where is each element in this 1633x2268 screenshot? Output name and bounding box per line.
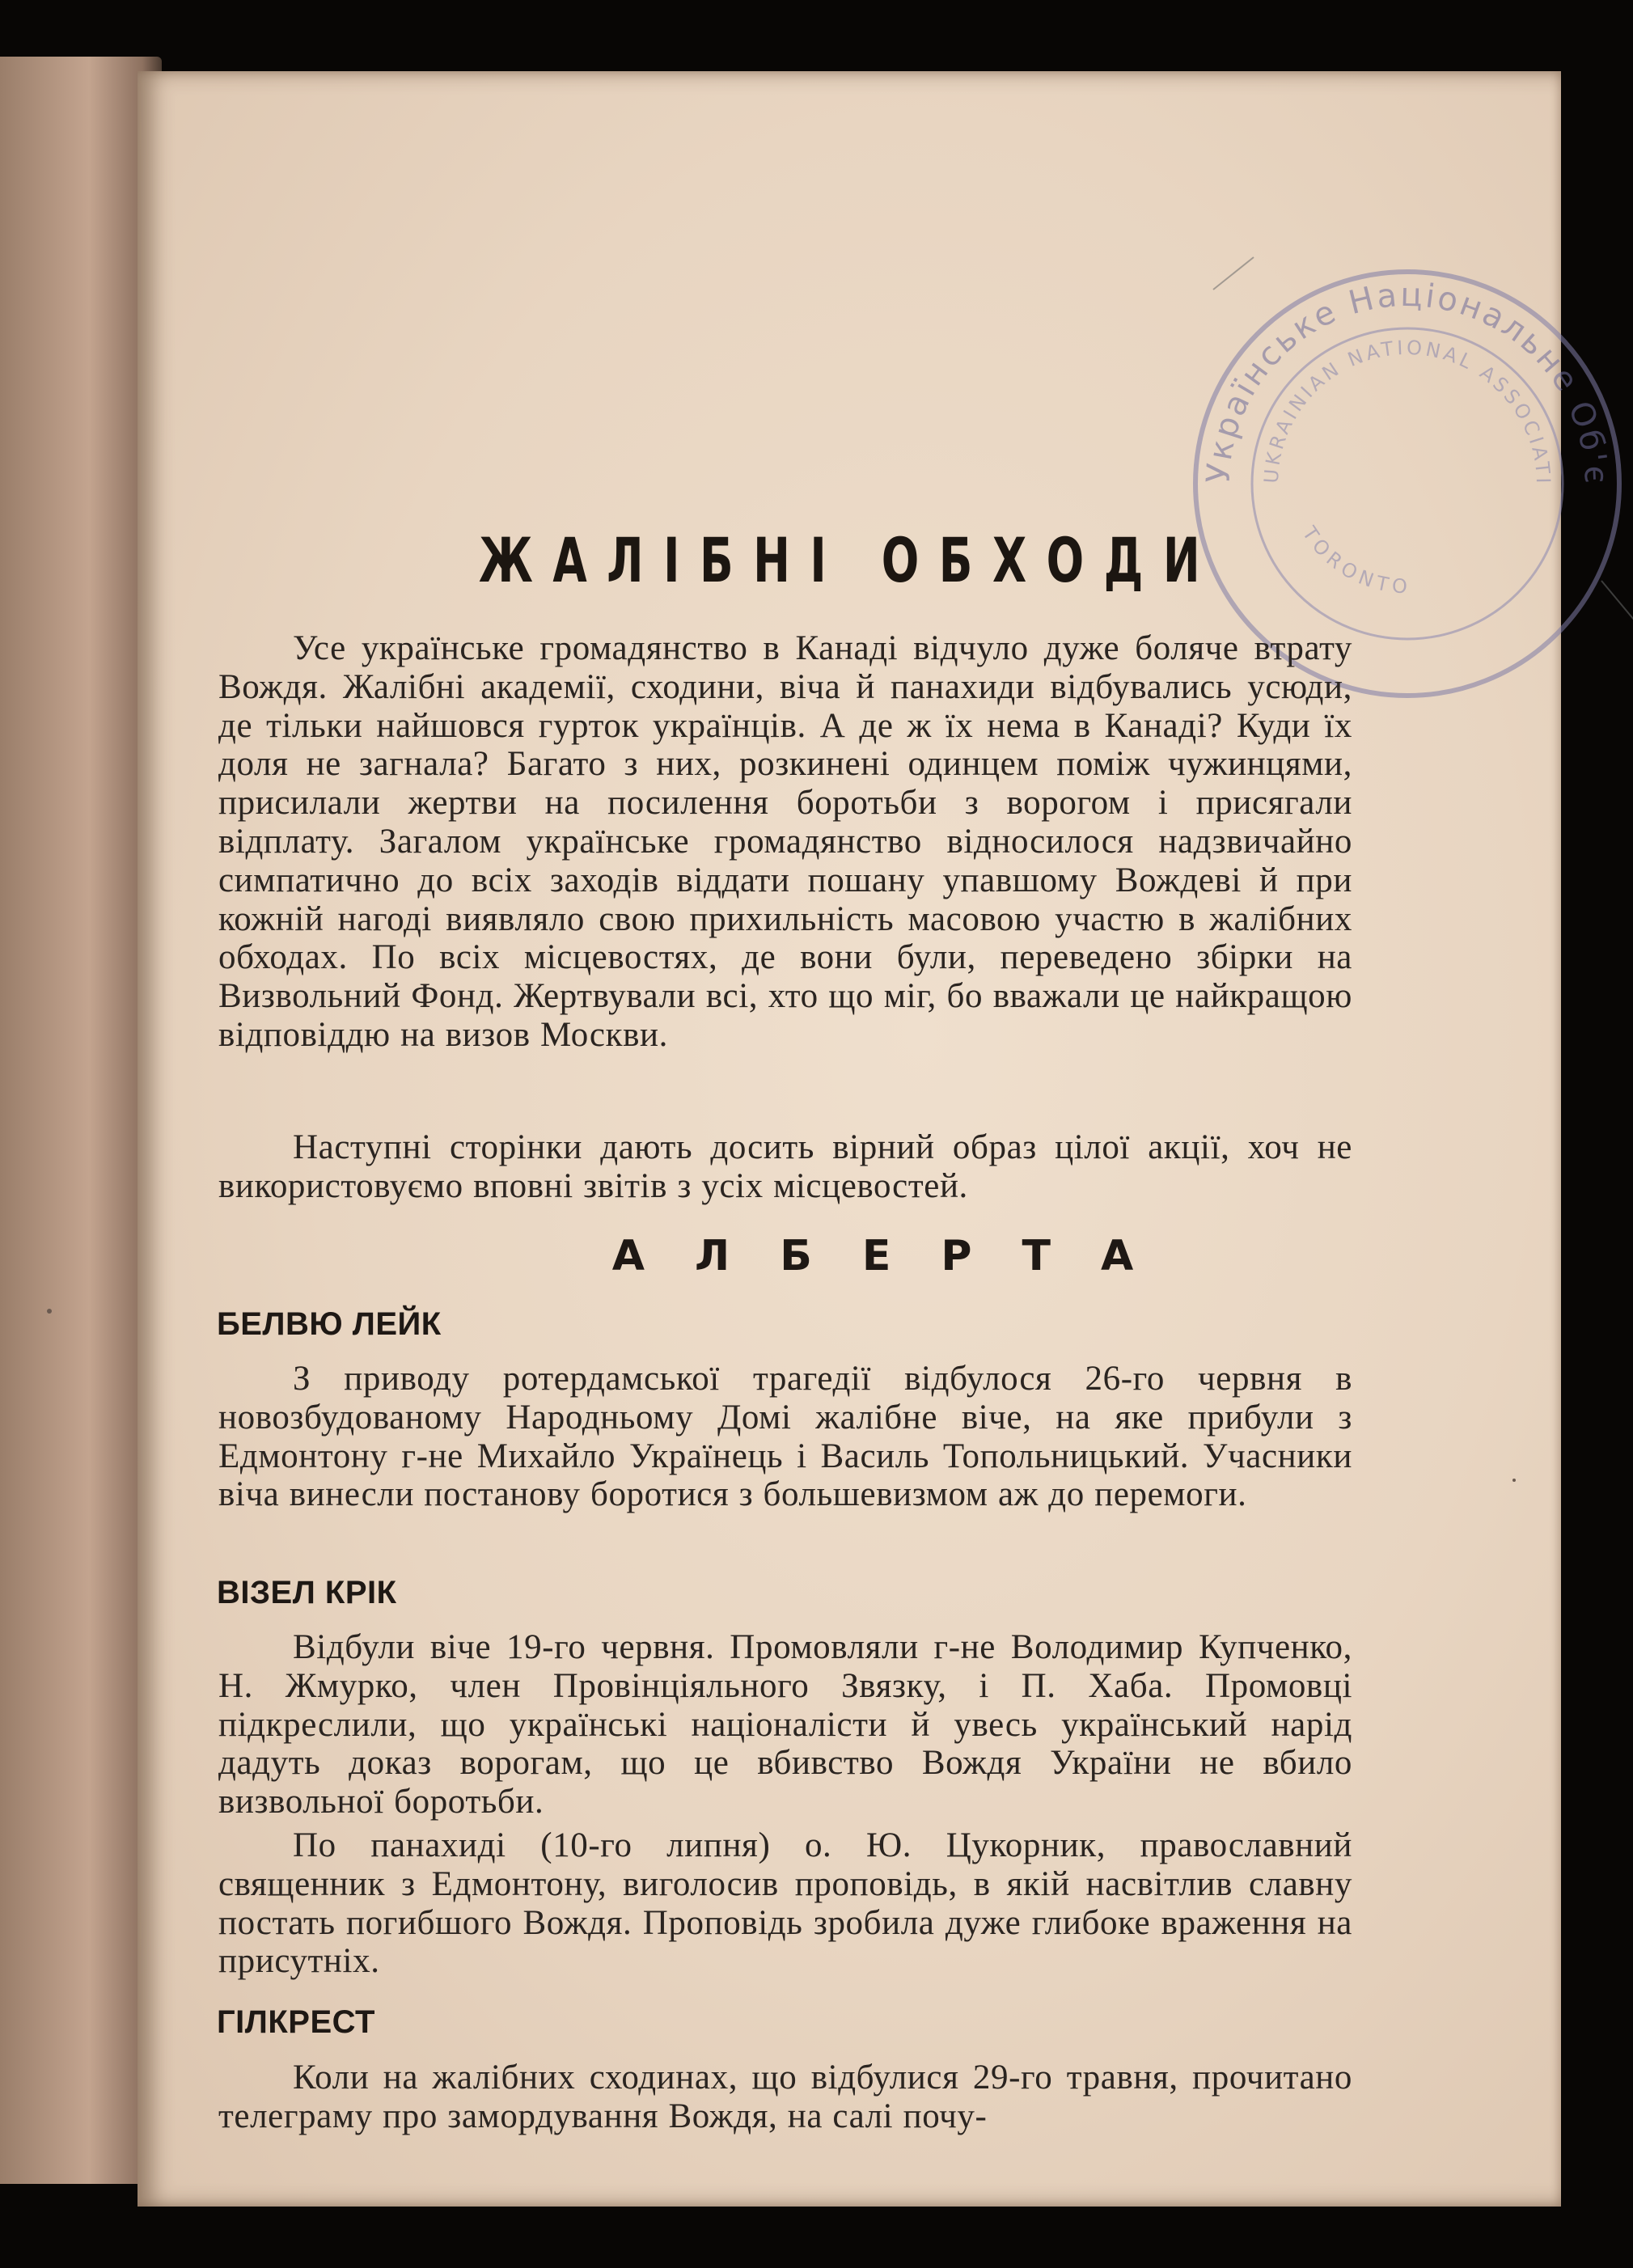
subsection-paragraph: Відбули віче 19-го червня. Промовляли г-не Володимир Купченко, Н. Жмурко, член Провінціяльного Звязку, і П. Хаба. Промовці підкреслили, що українські націоналісти й увесь український нарід дадуть доказ ворогам, що це вбивство Вождя України не вбило визвольної боротьби. [218,1628,1352,1822]
subsection-title-gilkrest: ГІЛКРЕСТ [217,2004,375,2040]
section-title-alberta: АЛБЕРТА [611,1232,1184,1280]
intro-paragraph-2: Наступні сторінки дають досить вірний образ цілої акції, хоч не використовуємо вповні звітів з усіх місцевостей. [218,1128,1352,1205]
stamp-text-bottom: TORONTO [1297,522,1413,599]
intro-paragraph-1: Усе українське громадянство в Канаді відчуло дуже боляче втрату Вождя. Жалібні академії, сходини, віча й панахиди відбувались усюди, де тільки найшовся гурток українців. А де ж їх нема в Канаді? Куди їх доля не загнала? Багато з них, розкинені одинцем поміж чужинцями, присилали жертви на посилення боротьби з ворогом і присягали відплату. Загалом українське громадянство відносилося надзвичайно симпатично до всіх заходів віддати пошану упавшому Вождеві й при кожній нагоді виявляло свою прихильність масовою участю в жалібних обходах. По всіх місцевостях, де вони були, переведено збірки на Визвольний Фонд. Жертвували всі, хто що міг, бо вважали це найкращою відповіддю на визов Москви. [218,629,1352,1054]
ink-speck [1512,1479,1516,1482]
page-heading: ЖАЛІБНІ ОБХОДИ [478,524,1221,596]
ink-speck [47,1309,52,1314]
stamp-text-top: Українське Національне Об'є [1199,276,1615,487]
stamp-text-inner: UKRAINIAN NATIONAL ASSOCIATI [1259,336,1555,487]
subsection-paragraph: З приводу ротердамської трагедії відбулося 26-го червня в новозбудованому Народньому Домі жалібне віче, на яке прибули з Едмонтону г-не Михайло Українець і Василь Топольницький. Учасники віча винесли постанову боротися з большевизмом аж до перемоги. [218,1360,1352,1514]
subsection-paragraph: По панахиді (10-го липня) о. Ю. Цукорник, православний священник з Едмонтону, виголосив проповідь, в якій насвітлив славну постать погибшого Вождя. Проповідь зробила дуже глибоке враження на присутніх. [218,1826,1352,1981]
subsection-title-vizel-krik: ВІЗЕЛ КРІК [217,1575,397,1610]
subsection-title-belvyu-leik: БЕЛВЮ ЛЕЙК [217,1306,442,1342]
book-page [137,71,1615,2207]
subsection-paragraph: Коли на жалібних сходинах, що відбулися 29-го травня, прочитано телеграму про замордування Вождя, на салі почу- [218,2059,1352,2135]
